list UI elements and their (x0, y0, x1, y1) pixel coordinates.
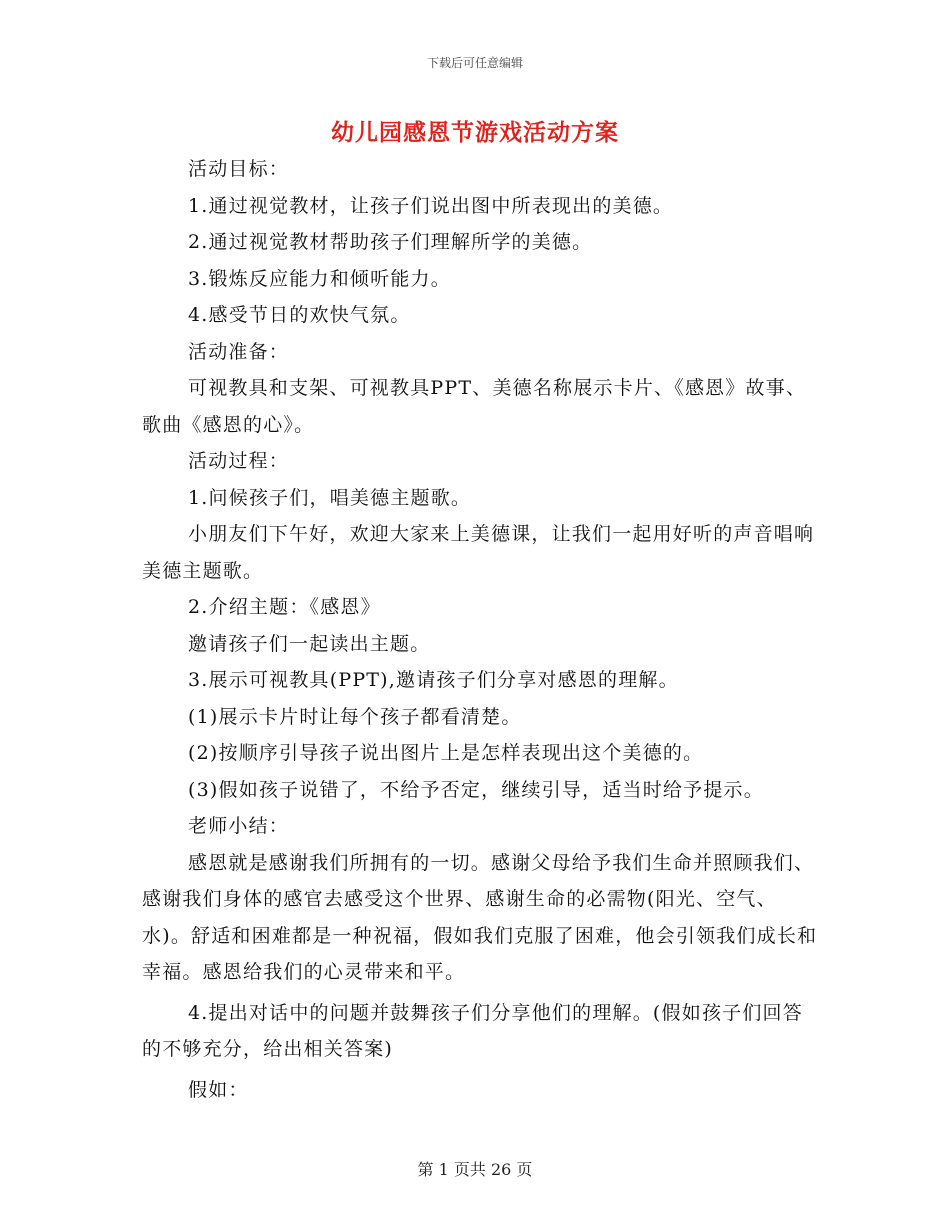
paragraph-summary-heading: 老师小结： (188, 815, 290, 837)
paragraph-step-2-detail: 邀请孩子们一起读出主题。 (188, 632, 431, 655)
paragraph-goal-1: 1.通过视觉教材，让孩子们说出图中所表现出的美德。 (188, 194, 674, 217)
paragraph-step-3-item-1: (1)展示卡片时让每个孩子都看清楚。 (188, 705, 522, 728)
document-body (142, 151, 822, 1108)
paragraph-prep-heading: 活动准备： (188, 340, 290, 363)
paragraph-step-3-item-2: (2)按顺序引导孩子说出图片上是怎样表现出这个美德的。 (188, 742, 704, 764)
paragraph-goals-heading: 活动目标： (188, 158, 290, 180)
paragraph-step-3-item-3: (3)假如孩子说错了，不给予否定，继续引导，适当时给予提示。 (188, 778, 764, 801)
paragraph-summary-text: 感恩就是感谢我们所拥有的一切。感谢父母给予我们生命并照顾我们、感谢我们身体的感官去感受这个世界、感谢生命的必需物(阳光、空气、水)。舒适和困难都是一种祝福，假如我们克服了困难，他会引领我们成长和幸福。感恩给我们的心灵带来和平。 (142, 851, 818, 983)
paragraph-step-2: 2.介绍主题：《感恩》 (188, 596, 381, 618)
page-number: 第 1 页共 26 页 (417, 1160, 533, 1179)
paragraph-step-3: 3.展示可视教具(PPT),邀请孩子们分享对感恩的理解。 (188, 669, 679, 691)
document-title: 幼儿园感恩节游戏活动方案 (331, 119, 619, 146)
paragraph-process-heading: 活动过程： (188, 450, 290, 472)
paragraph-prep-materials: 可视教具和支架、可视教具PPT、美德名称展示卡片、《感恩》故事、歌曲《感恩的心》。 (142, 377, 807, 436)
paragraph-step-4: 4.提出对话中的问题并鼓舞孩子们分享他们的理解。(假如孩子们回答的不够充分，给出相关答案) (142, 1001, 803, 1060)
download-edit-note: 下载后可任意编辑 (426, 56, 523, 70)
paragraph-if: 假如： (188, 1078, 249, 1101)
paragraph-goal-2: 2.通过视觉教材帮助孩子们理解所学的美德。 (188, 231, 593, 253)
paragraph-step-1-detail: 小朋友们下午好，欢迎大家来上美德课，让我们一起用好听的声音唱响美德主题歌。 (142, 523, 815, 582)
paragraph-goal-3: 3.锻炼反应能力和倾听能力。 (188, 267, 451, 290)
paragraph-goal-4: 4.感受节日的欢快气氛。 (188, 304, 411, 326)
paragraph-step-1: 1.问候孩子们，唱美德主题歌。 (188, 486, 472, 509)
